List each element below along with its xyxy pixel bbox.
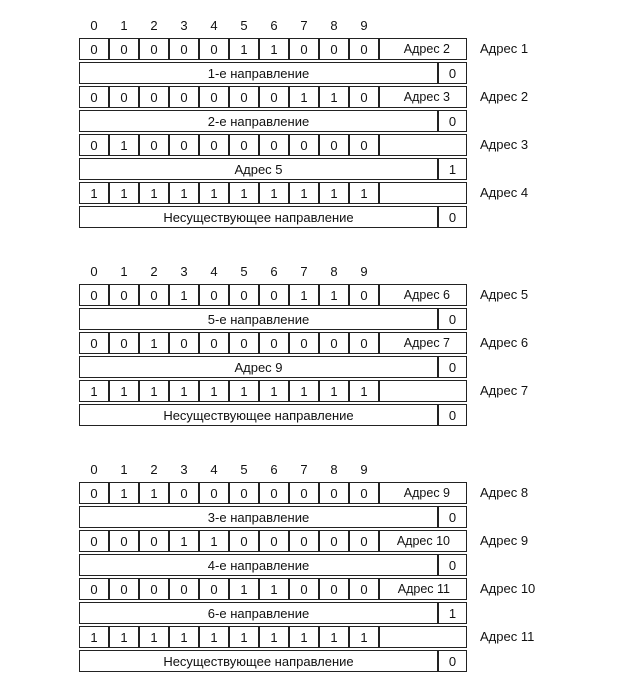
flag-cell: 0 (438, 506, 467, 528)
bit-cell: 1 (199, 182, 229, 204)
address-label: Адрес 11 (480, 629, 535, 644)
direction-label: 4-е направление (79, 554, 438, 576)
bit-cell: 0 (169, 38, 199, 60)
address-label: Адрес 2 (480, 89, 529, 104)
bit-cell: 0 (199, 38, 229, 60)
bit-index-label: 7 (300, 264, 308, 279)
direction-label: Несуществующее направление (79, 206, 438, 228)
bit-cell: 1 (289, 86, 319, 108)
next-address-cell: Адрес 2 (379, 38, 467, 60)
bit-index-label: 8 (330, 18, 338, 33)
flag-cell: 0 (438, 404, 467, 426)
flag-cell: 0 (438, 554, 467, 576)
bit-cell: 1 (229, 380, 259, 402)
direction-label: 6-е направление (79, 602, 438, 624)
bit-cell: 1 (109, 482, 139, 504)
flag-cell: 0 (438, 110, 467, 132)
bit-cell: 0 (109, 332, 139, 354)
bit-cell: 1 (109, 134, 139, 156)
bit-cell: 0 (79, 284, 109, 306)
bit-index-label: 0 (90, 462, 98, 477)
bit-cell: 0 (109, 86, 139, 108)
direction-row (79, 206, 467, 228)
bit-row (79, 134, 467, 156)
bit-cell: 0 (259, 332, 289, 354)
bit-index-label: 8 (330, 264, 338, 279)
bit-cell: 0 (169, 86, 199, 108)
bit-cell: 0 (169, 332, 199, 354)
bit-cell: 0 (229, 86, 259, 108)
bit-index-label: 8 (330, 462, 338, 477)
flag-cell: 1 (438, 602, 467, 624)
flag-cell: 1 (438, 158, 467, 180)
bit-index-label: 9 (360, 18, 368, 33)
bit-cell: 1 (139, 482, 169, 504)
bit-cell: 0 (109, 578, 139, 600)
bit-cell: 0 (349, 284, 379, 306)
bit-index-label: 2 (150, 264, 158, 279)
bit-cell: 1 (229, 182, 259, 204)
bit-cell: 1 (109, 380, 139, 402)
bit-cell: 0 (79, 134, 109, 156)
bit-index-label: 9 (360, 264, 368, 279)
direction-label: 5-е направление (79, 308, 438, 330)
bit-cell: 1 (109, 626, 139, 648)
bit-row (79, 332, 467, 354)
bit-cell: 1 (169, 626, 199, 648)
bit-cell: 0 (139, 530, 169, 552)
direction-row (79, 158, 467, 180)
direction-row (79, 650, 467, 672)
bit-cell: 0 (289, 482, 319, 504)
bit-index-label: 7 (300, 462, 308, 477)
address-label: Адрес 10 (480, 581, 536, 596)
bit-cell: 0 (349, 38, 379, 60)
bit-cell: 0 (79, 578, 109, 600)
bit-cell: 1 (169, 284, 199, 306)
bit-cell: 0 (349, 482, 379, 504)
direction-label: Адрес 9 (79, 356, 438, 378)
bit-index-label: 4 (210, 264, 218, 279)
bit-row (79, 86, 467, 108)
next-address-cell: Адрес 7 (379, 332, 467, 354)
bit-index-label: 4 (210, 18, 218, 33)
bit-index-label: 6 (270, 18, 278, 33)
bit-cell: 1 (289, 182, 319, 204)
bit-index-label: 4 (210, 462, 218, 477)
bit-cell: 0 (199, 578, 229, 600)
bit-index-label: 3 (180, 264, 188, 279)
bit-row (79, 578, 467, 600)
bit-cell: 0 (79, 530, 109, 552)
bit-cell: 0 (139, 134, 169, 156)
bit-index-label: 3 (180, 462, 188, 477)
direction-row (79, 506, 467, 528)
bit-cell: 1 (139, 332, 169, 354)
bit-cell: 1 (319, 182, 349, 204)
bit-cell: 0 (169, 578, 199, 600)
bit-cell: 0 (229, 284, 259, 306)
bit-index-label: 0 (90, 264, 98, 279)
bit-cell: 1 (349, 182, 379, 204)
bit-cell: 1 (289, 626, 319, 648)
bit-cell: 1 (199, 626, 229, 648)
bit-cell: 0 (289, 332, 319, 354)
bit-cell: 0 (319, 134, 349, 156)
direction-label: Несуществующее направление (79, 404, 438, 426)
address-label: Адрес 4 (480, 185, 529, 200)
bit-row (79, 38, 467, 60)
bit-index-label: 2 (150, 18, 158, 33)
address-label: Адрес 8 (480, 485, 529, 500)
bit-index-label: 7 (300, 18, 308, 33)
bit-cell: 1 (199, 530, 229, 552)
bit-row (79, 182, 467, 204)
bit-cell: 1 (169, 530, 199, 552)
bit-cell: 0 (259, 134, 289, 156)
bit-cell: 0 (199, 86, 229, 108)
bit-cell: 1 (79, 380, 109, 402)
address-label: Адрес 3 (480, 137, 529, 152)
bit-cell: 1 (229, 578, 259, 600)
bit-cell: 1 (259, 380, 289, 402)
direction-label: 2-е направление (79, 110, 438, 132)
flag-cell: 0 (438, 356, 467, 378)
bit-cell: 0 (229, 482, 259, 504)
direction-row (79, 110, 467, 132)
bit-cell: 0 (349, 578, 379, 600)
bit-index-label: 6 (270, 264, 278, 279)
bit-cell: 0 (169, 134, 199, 156)
bit-cell: 0 (349, 134, 379, 156)
bit-cell: 0 (259, 86, 289, 108)
bit-cell: 0 (79, 38, 109, 60)
bit-cell: 0 (259, 530, 289, 552)
bit-cell: 0 (319, 482, 349, 504)
bit-cell: 1 (259, 578, 289, 600)
next-address-cell: Адрес 3 (379, 86, 467, 108)
bit-cell: 0 (289, 530, 319, 552)
bit-cell: 0 (109, 38, 139, 60)
bit-cell: 0 (349, 86, 379, 108)
bit-cell: 1 (79, 626, 109, 648)
bit-row (79, 530, 467, 552)
bit-cell: 0 (319, 332, 349, 354)
bit-cell: 1 (139, 182, 169, 204)
bit-row (79, 284, 467, 306)
direction-row (79, 404, 467, 426)
bit-index-label: 3 (180, 18, 188, 33)
bit-cell: 0 (319, 578, 349, 600)
direction-row (79, 554, 467, 576)
next-address-cell (379, 182, 467, 204)
bit-cell: 0 (79, 332, 109, 354)
direction-row (79, 308, 467, 330)
bit-cell: 1 (349, 626, 379, 648)
bit-index-label: 0 (90, 18, 98, 33)
bit-cell: 0 (199, 332, 229, 354)
bit-cell: 0 (259, 284, 289, 306)
next-address-cell: Адрес 11 (379, 578, 467, 600)
bit-cell: 0 (259, 482, 289, 504)
address-label: Адрес 1 (480, 41, 529, 56)
address-label: Адрес 5 (480, 287, 529, 302)
bit-cell: 0 (229, 530, 259, 552)
bit-cell: 1 (229, 626, 259, 648)
bit-cell: 1 (169, 182, 199, 204)
bit-index-label: 6 (270, 462, 278, 477)
flag-cell: 0 (438, 62, 467, 84)
bit-cell: 0 (79, 482, 109, 504)
bit-cell: 0 (349, 530, 379, 552)
bit-row (79, 626, 467, 648)
bit-cell: 0 (139, 578, 169, 600)
direction-label: Адрес 5 (79, 158, 438, 180)
next-address-cell (379, 380, 467, 402)
bit-cell: 0 (109, 530, 139, 552)
bit-index-label: 5 (240, 462, 248, 477)
bit-cell: 1 (199, 380, 229, 402)
bit-cell: 1 (289, 284, 319, 306)
bit-cell: 0 (199, 134, 229, 156)
bit-cell: 1 (169, 380, 199, 402)
direction-row (79, 356, 467, 378)
bit-cell: 0 (79, 86, 109, 108)
bit-index-label: 5 (240, 18, 248, 33)
next-address-cell: Адрес 9 (379, 482, 467, 504)
bit-cell: 0 (199, 284, 229, 306)
bit-row (79, 482, 467, 504)
address-label: Адрес 6 (480, 335, 529, 350)
bit-cell: 1 (259, 38, 289, 60)
bit-index-label: 9 (360, 462, 368, 477)
address-label: Адрес 9 (480, 533, 529, 548)
bit-cell: 0 (349, 332, 379, 354)
next-address-cell (379, 626, 467, 648)
bit-cell: 0 (169, 482, 199, 504)
next-address-cell (379, 134, 467, 156)
bit-cell: 0 (289, 134, 319, 156)
bit-cell: 0 (319, 38, 349, 60)
bit-cell: 1 (319, 86, 349, 108)
bit-index-label: 5 (240, 264, 248, 279)
bit-cell: 0 (109, 284, 139, 306)
direction-row (79, 602, 467, 624)
bit-cell: 0 (199, 482, 229, 504)
next-address-cell: Адрес 6 (379, 284, 467, 306)
bit-cell: 1 (229, 38, 259, 60)
flag-cell: 0 (438, 650, 467, 672)
bit-cell: 0 (319, 530, 349, 552)
direction-row (79, 62, 467, 84)
bit-row (79, 380, 467, 402)
bit-cell: 0 (139, 284, 169, 306)
next-address-cell: Адрес 10 (379, 530, 467, 552)
address-label: Адрес 7 (480, 383, 529, 398)
bit-cell: 1 (319, 284, 349, 306)
bit-cell: 1 (349, 380, 379, 402)
bit-cell: 1 (259, 626, 289, 648)
direction-label: Несуществующее направление (79, 650, 438, 672)
bit-cell: 0 (289, 578, 319, 600)
bit-cell: 1 (259, 182, 289, 204)
bit-cell: 0 (289, 38, 319, 60)
direction-label: 1-е направление (79, 62, 438, 84)
direction-label: 3-е направление (79, 506, 438, 528)
bit-cell: 0 (229, 332, 259, 354)
bit-cell: 0 (229, 134, 259, 156)
bit-cell: 1 (319, 626, 349, 648)
flag-cell: 0 (438, 206, 467, 228)
bit-index-label: 2 (150, 462, 158, 477)
bit-cell: 1 (319, 380, 349, 402)
bit-cell: 1 (109, 182, 139, 204)
bit-cell: 1 (289, 380, 319, 402)
bit-cell: 1 (79, 182, 109, 204)
bit-index-label: 1 (120, 462, 128, 477)
bit-cell: 1 (139, 626, 169, 648)
flag-cell: 0 (438, 308, 467, 330)
bit-index-label: 1 (120, 264, 128, 279)
bit-cell: 0 (139, 86, 169, 108)
bit-index-label: 1 (120, 18, 128, 33)
bit-cell: 0 (139, 38, 169, 60)
bit-cell: 1 (139, 380, 169, 402)
